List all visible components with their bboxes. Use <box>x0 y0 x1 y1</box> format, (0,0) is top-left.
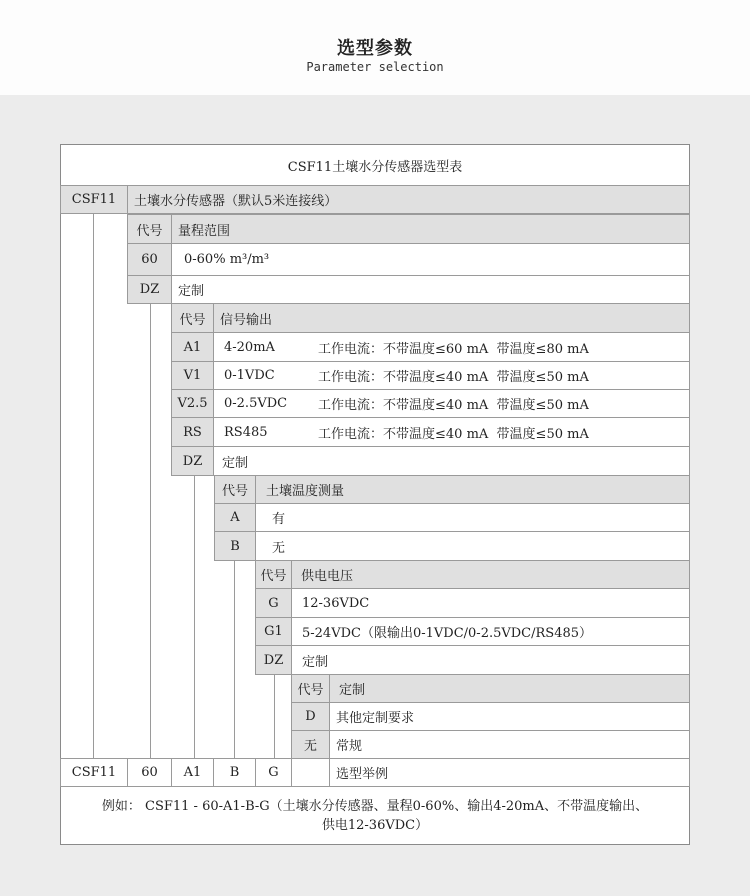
output-code: V1 <box>171 361 214 390</box>
custom-description: 常规 <box>329 730 690 759</box>
output-row <box>213 332 690 362</box>
output-row <box>213 389 690 418</box>
custom-description: 其他定制要求 <box>329 702 690 731</box>
range-code: DZ <box>127 275 172 304</box>
connector-line <box>234 560 235 758</box>
power-code: DZ <box>255 645 292 675</box>
power-description: 12-36VDC <box>291 588 690 618</box>
output-current: 工作电流：不带温度≤40 mA 带温度≤50 mA <box>318 398 589 413</box>
example-cell: B <box>213 758 256 787</box>
output-current: 工作电流：不带温度≤40 mA 带温度≤50 mA <box>318 426 589 442</box>
output-code: RS <box>171 417 214 447</box>
custom-code: 无 <box>291 730 330 759</box>
example-cell: G <box>255 758 292 787</box>
page-title: 选型参数 <box>337 38 413 59</box>
output-signal: 定制 <box>222 455 249 471</box>
power-description: 5-24VDC（限输出0-1VDC/0-2.5VDC/RS485） <box>291 617 690 646</box>
model-description: 土壤水分传感器（默认5米连接线） <box>127 185 690 214</box>
output-code: A1 <box>171 332 214 362</box>
range-code: 60 <box>127 243 172 276</box>
power-code: G <box>255 588 292 618</box>
example-cell: A1 <box>171 758 214 787</box>
output-code: V2.5 <box>171 389 214 418</box>
example-line: 供电12-36VDC） <box>321 818 429 833</box>
table-caption: CSF11土壤水分传感器选型表 <box>287 159 463 175</box>
output-current: 工作电流：不带温度≤60 mA 带温度≤80 mA <box>318 341 589 357</box>
temperature-description: 有 <box>255 503 690 532</box>
temperature-title: 土壤温度测量 <box>255 475 690 504</box>
range-code-header: 代号 <box>127 214 172 244</box>
custom-title: 定制 <box>329 674 690 703</box>
model-code: CSF11 <box>60 185 128 214</box>
output-row <box>213 417 690 447</box>
output-code-header: 代号 <box>171 303 214 333</box>
output-signal: 0-2.5VDC <box>224 396 288 411</box>
example-label: 选型举例 <box>329 758 690 787</box>
temperature-code: A <box>214 503 256 532</box>
example-cell: CSF11 <box>60 758 128 787</box>
connector-line <box>150 303 151 758</box>
power-title: 供电电压 <box>291 560 690 589</box>
output-code: DZ <box>171 446 214 476</box>
example-note <box>60 786 690 845</box>
output-signal: RS485 <box>224 424 268 440</box>
temperature-description: 无 <box>255 531 690 561</box>
output-title: 信号输出 <box>213 303 690 333</box>
page-header <box>0 0 750 95</box>
power-code-header: 代号 <box>255 560 292 589</box>
output-current: 工作电流：不带温度≤40 mA 带温度≤50 mA <box>318 370 589 385</box>
connector-line <box>194 475 195 758</box>
output-signal: 4-20mA <box>224 339 275 355</box>
connector-line <box>93 214 94 758</box>
example-cell <box>291 758 330 787</box>
temperature-code-header: 代号 <box>214 475 256 504</box>
custom-code: D <box>291 702 330 731</box>
range-description: 定制 <box>171 275 690 304</box>
example-line: 例如： CSF11 - 60-A1-B-G（土壤水分传感器、量程0-60%、输出4-20mA、不带温度输出、 <box>101 799 649 814</box>
range-description: 0-60% m³/m³ <box>171 243 690 276</box>
custom-code-header: 代号 <box>291 674 330 703</box>
range-title: 量程范围 <box>171 214 690 244</box>
power-description: 定制 <box>291 645 690 675</box>
output-row <box>213 446 690 476</box>
connector-line <box>274 674 275 758</box>
example-cell: 60 <box>127 758 172 787</box>
temperature-code: B <box>214 531 256 561</box>
output-row <box>213 361 690 390</box>
output-signal: 0-1VDC <box>224 368 275 383</box>
power-code: G1 <box>255 617 292 646</box>
page-subtitle: Parameter selection <box>306 60 444 74</box>
